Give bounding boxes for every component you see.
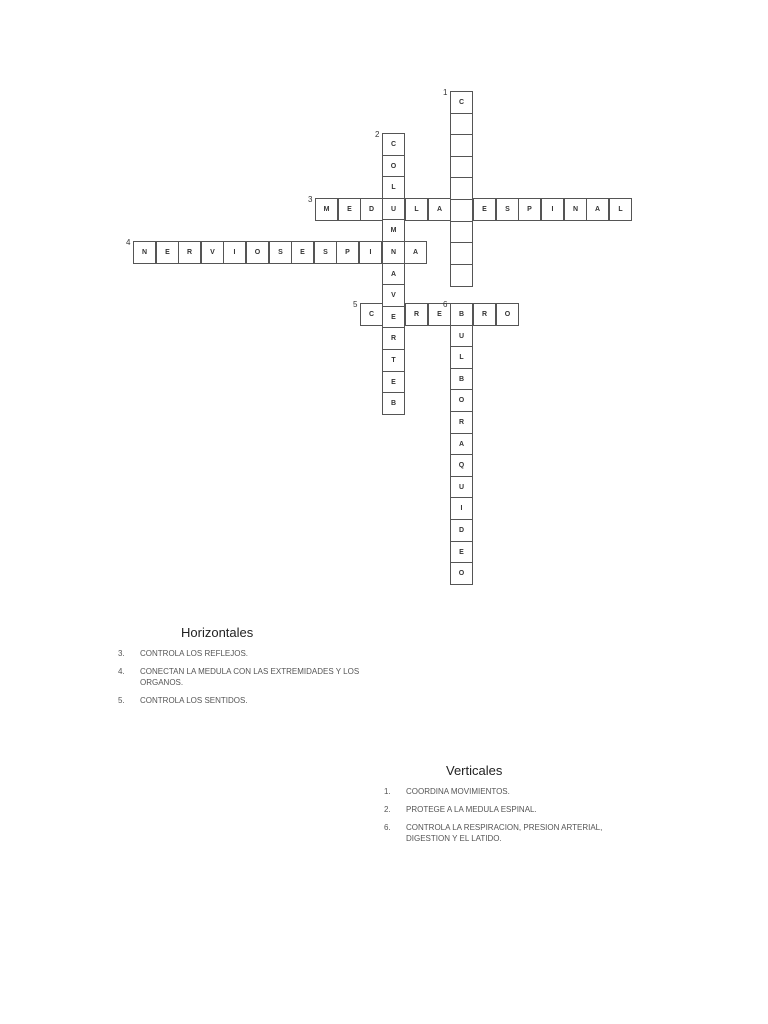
clue-item xyxy=(384,786,626,797)
cell-letter: P xyxy=(527,206,532,213)
crossword-cell xyxy=(405,198,428,221)
cell-letter: D xyxy=(368,206,375,213)
cell-letter: A xyxy=(390,271,397,278)
crossword-cell xyxy=(382,327,405,350)
clue-number: 5. xyxy=(118,696,125,705)
crossword-cell xyxy=(450,476,473,499)
cell-letter: A xyxy=(594,206,601,213)
crossword-cell xyxy=(382,306,405,329)
cell-letter: B xyxy=(458,376,465,383)
crossword-cell xyxy=(382,241,405,264)
cell-letter: L xyxy=(459,354,464,361)
cell-letter: Q xyxy=(458,462,465,469)
cell-letter: E xyxy=(165,249,170,256)
clue-item xyxy=(384,804,626,815)
cell-letter: O xyxy=(390,163,397,170)
cell-letter: E xyxy=(482,206,487,213)
crossword-cell xyxy=(428,198,451,221)
crossword-cell xyxy=(126,238,156,264)
cell-letter: O xyxy=(504,311,511,318)
crossword-cell xyxy=(450,113,473,136)
clue-number: 2. xyxy=(384,805,391,814)
crossword-cell xyxy=(404,241,427,264)
crossword-cell xyxy=(586,198,609,221)
crossword-cell xyxy=(336,241,359,264)
crossword-cell xyxy=(443,88,473,114)
crossword-cell xyxy=(473,303,496,326)
crossword-cell xyxy=(382,198,405,221)
cell-letter: S xyxy=(278,249,283,256)
crossword-cell xyxy=(353,300,383,326)
cell-letter: I xyxy=(233,249,236,256)
cell-letter: L xyxy=(414,206,419,213)
crossword-cell xyxy=(443,300,473,326)
crossword-cell xyxy=(382,263,405,286)
clue-text: CONTROLA LOS REFLEJOS. xyxy=(140,649,249,658)
clue-number: 3. xyxy=(118,649,125,658)
crossword-cell xyxy=(450,541,473,564)
clue-text: PROTEGE A LA MEDULA ESPINAL. xyxy=(406,805,537,814)
cell-letter: E xyxy=(391,379,396,386)
cell-letter: O xyxy=(458,570,465,577)
cell-letter: L xyxy=(391,184,396,191)
crossword-cell xyxy=(564,198,587,221)
cell-letter: B xyxy=(390,400,397,407)
crossword-cell xyxy=(450,433,473,456)
clue-text: COORDINA MOVIMIENTOS. xyxy=(406,787,510,796)
cell-letter: R xyxy=(186,249,193,256)
cell-letter: S xyxy=(323,249,328,256)
clue-item xyxy=(118,666,360,688)
cell-letter: I xyxy=(369,249,372,256)
cell-letter: V xyxy=(391,292,396,299)
cell-letter: V xyxy=(210,249,215,256)
cell-letter: A xyxy=(412,249,419,256)
vertical-clues xyxy=(384,763,626,851)
crossword-cell xyxy=(450,156,473,179)
crossword-cell xyxy=(496,303,519,326)
cell-letter: A xyxy=(458,441,465,448)
crossword-cell xyxy=(450,454,473,477)
crossword-cell xyxy=(308,195,338,221)
cell-letter: O xyxy=(254,249,261,256)
crossword-cell xyxy=(450,264,473,287)
clue-number: 6. xyxy=(384,823,391,832)
crossword-cell xyxy=(156,241,179,264)
crossword-cell xyxy=(450,562,473,585)
crossword-cell xyxy=(375,130,405,156)
crossword-cell xyxy=(269,241,292,264)
crossword-cell xyxy=(428,303,451,326)
crossword-cell xyxy=(405,303,428,326)
crossword-cell xyxy=(291,241,314,264)
clue-number-label: 3 xyxy=(308,195,313,204)
vertical-clues-title: Verticales xyxy=(446,763,503,778)
cell-letter: R xyxy=(481,311,488,318)
cell-letter: U xyxy=(458,484,465,491)
cell-letter: R xyxy=(390,335,397,342)
cell-letter: N xyxy=(141,249,148,256)
crossword-cell xyxy=(201,241,224,264)
cell-letter: M xyxy=(323,206,330,213)
crossword-cell xyxy=(450,177,473,200)
clue-number: 1. xyxy=(384,787,391,796)
cell-letter: E xyxy=(347,206,352,213)
clue-number-label: 4 xyxy=(126,238,131,247)
crossword-cell xyxy=(382,219,405,242)
crossword-cell xyxy=(382,176,405,199)
cell-letter: S xyxy=(505,206,510,213)
crossword-cell xyxy=(178,241,201,264)
cell-letter: C xyxy=(390,141,397,148)
cell-letter: T xyxy=(391,357,396,364)
crossword-cell xyxy=(518,198,541,221)
crossword-cell xyxy=(450,346,473,369)
cell-letter: E xyxy=(391,314,396,321)
cell-letter: D xyxy=(458,527,465,534)
cell-letter: E xyxy=(437,311,442,318)
crossword-cell xyxy=(450,411,473,434)
clue-number: 4. xyxy=(118,667,125,676)
cell-letter: I xyxy=(551,206,554,213)
cell-letter: C xyxy=(368,311,375,318)
cell-letter: U xyxy=(390,206,397,213)
crossword-cell xyxy=(609,198,632,221)
crossword-cell xyxy=(359,241,382,264)
clue-text: CONECTAN LA MEDULA CON LAS EXTREMIDADES Y LOS ORGANOS. xyxy=(140,667,360,687)
cell-letter: I xyxy=(460,505,463,512)
crossword-cell xyxy=(541,198,564,221)
cell-letter: L xyxy=(618,206,623,213)
crossword-cell xyxy=(450,221,473,244)
clue-number-label: 1 xyxy=(443,88,448,97)
horizontal-clues-title: Horizontales xyxy=(181,625,254,640)
cell-letter: P xyxy=(345,249,350,256)
crossword-cell xyxy=(450,368,473,391)
clue-number-label: 2 xyxy=(375,130,380,139)
crossword-cell xyxy=(450,497,473,520)
cell-letter: U xyxy=(458,333,465,340)
clue-text: CONTROLA LOS SENTIDOS. xyxy=(140,696,248,705)
crossword-cell xyxy=(450,242,473,265)
clue-text: CONTROLA LA RESPIRACION, PRESION ARTERIAL, DIGESTION Y EL LATIDO. xyxy=(406,823,603,843)
crossword-cell xyxy=(496,198,519,221)
cell-letter: A xyxy=(436,206,443,213)
clue-number-label: 6 xyxy=(443,300,448,309)
crossword-cell xyxy=(246,241,269,264)
crossword-cell xyxy=(450,134,473,157)
crossword-cell xyxy=(473,198,496,221)
cell-letter: B xyxy=(458,311,465,318)
crossword-cell xyxy=(382,371,405,394)
cell-letter: E xyxy=(300,249,305,256)
crossword-cell xyxy=(223,241,246,264)
crossword-cell xyxy=(450,519,473,542)
cell-letter: C xyxy=(458,99,465,106)
crossword-cell xyxy=(382,349,405,372)
crossword-cell xyxy=(314,241,337,264)
cell-letter: N xyxy=(572,206,579,213)
crossword-cell xyxy=(338,198,361,221)
clue-item xyxy=(118,648,360,659)
cell-letter: N xyxy=(390,249,397,256)
cell-letter: R xyxy=(413,311,420,318)
crossword-cell xyxy=(450,199,473,222)
cell-letter: M xyxy=(390,227,397,234)
crossword-cell xyxy=(382,284,405,307)
crossword-cell xyxy=(382,155,405,178)
cell-letter: O xyxy=(458,397,465,404)
crossword-cell xyxy=(382,392,405,415)
horizontal-clues xyxy=(118,625,360,713)
clue-item xyxy=(384,822,626,844)
crossword-cell xyxy=(450,389,473,412)
clue-item xyxy=(118,695,360,706)
clue-number-label: 5 xyxy=(353,300,358,309)
crossword-cell xyxy=(450,325,473,348)
crossword-cell xyxy=(360,198,383,221)
cell-letter: R xyxy=(458,419,465,426)
cell-letter: E xyxy=(459,549,464,556)
